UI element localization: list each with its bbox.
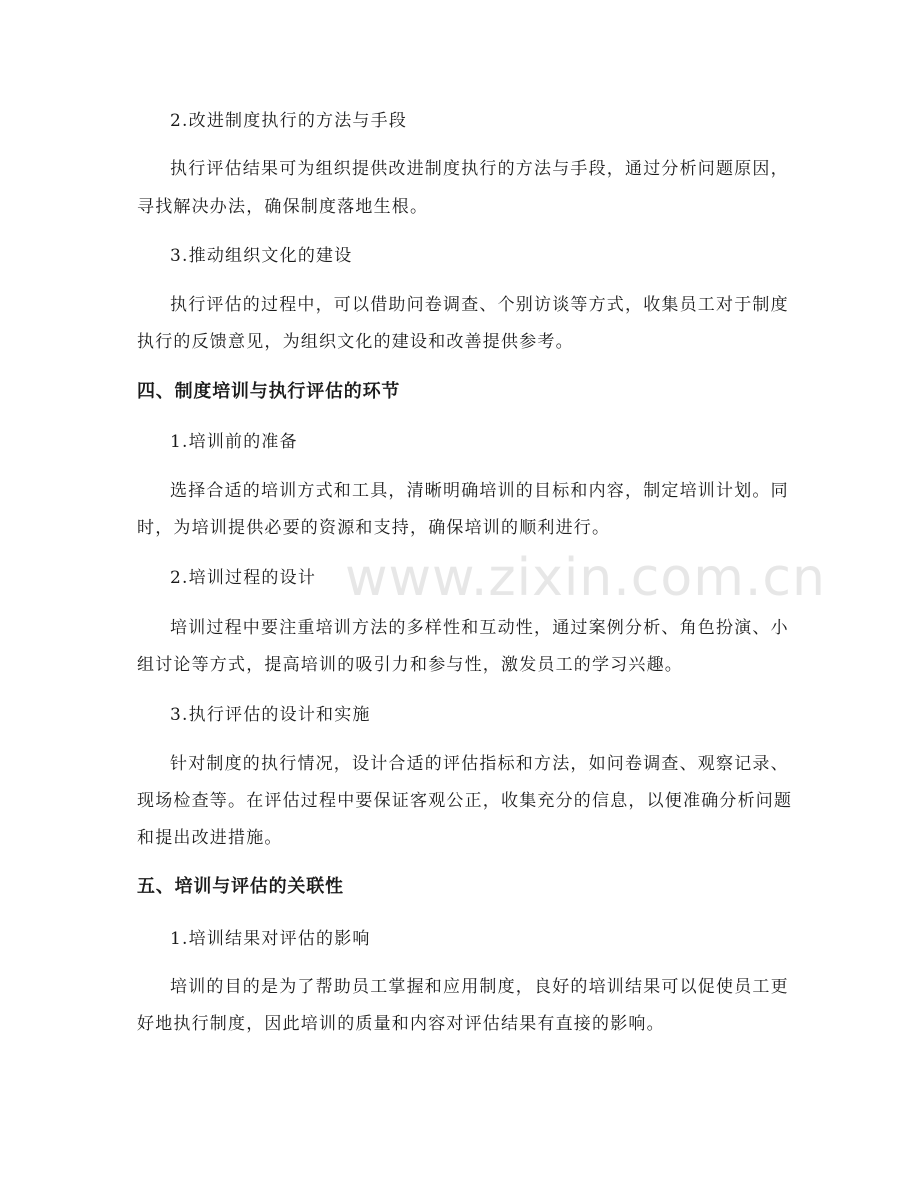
paragraph-line: 执行评估结果可为组织提供改进制度执行的方法与手段，通过分析问题原因，: [170, 159, 789, 179]
paragraph-line: 和提出改进措施。: [137, 828, 283, 848]
paragraph-line: 选择合适的培训方式和工具，清晰明确培训的目标和内容，制定培训计划。同: [170, 481, 789, 501]
subsection-title: 1.培训结果对评估的影响: [170, 929, 371, 949]
subsection-title: 3.推动组织文化的建设: [170, 246, 353, 266]
paragraph-line: 培训的目的是为了帮助员工掌握和应用制度，良好的培训结果可以促使员工更: [170, 977, 789, 997]
paragraph-line: 执行的反馈意见，为组织文化的建设和改善提供参考。: [137, 332, 574, 352]
paragraph-line: 针对制度的执行情况，设计合适的评估指标和方法，如问卷调查、观察记录、: [170, 754, 789, 774]
section-heading: 五、培训与评估的关联性: [137, 876, 344, 897]
subsection-title: 1.培训前的准备: [170, 432, 298, 452]
watermark: www.zixin.com.cn: [345, 548, 826, 608]
subsection-title: 2.培训过程的设计: [170, 568, 317, 588]
subsection-title: 2.改进制度执行的方法与手段: [170, 111, 408, 131]
paragraph-line: 组讨论等方式，提高培训的吸引力和参与性，激发员工的学习兴趣。: [137, 655, 683, 675]
subsection-title: 3.执行评估的设计和实施: [170, 705, 371, 725]
paragraph-line: 时，为培训提供必要的资源和支持，确保培训的顺利进行。: [137, 518, 611, 538]
paragraph-line: 执行评估的过程中，可以借助问卷调查、个别访谈等方式，收集员工对于制度: [170, 295, 789, 315]
section-heading: 四、制度培训与执行评估的环节: [137, 381, 401, 402]
paragraph-line: 寻找解决办法，确保制度落地生根。: [137, 197, 429, 217]
paragraph-line: 培训过程中要注重培训方法的多样性和互动性，通过案例分析、角色扮演、小: [170, 618, 789, 638]
paragraph-line: 好地执行制度，因此培训的质量和内容对评估结果有直接的影响。: [137, 1014, 665, 1034]
paragraph-line: 现场检查等。在评估过程中要保证客观公正，收集充分的信息，以便准确分析问题: [137, 791, 793, 811]
